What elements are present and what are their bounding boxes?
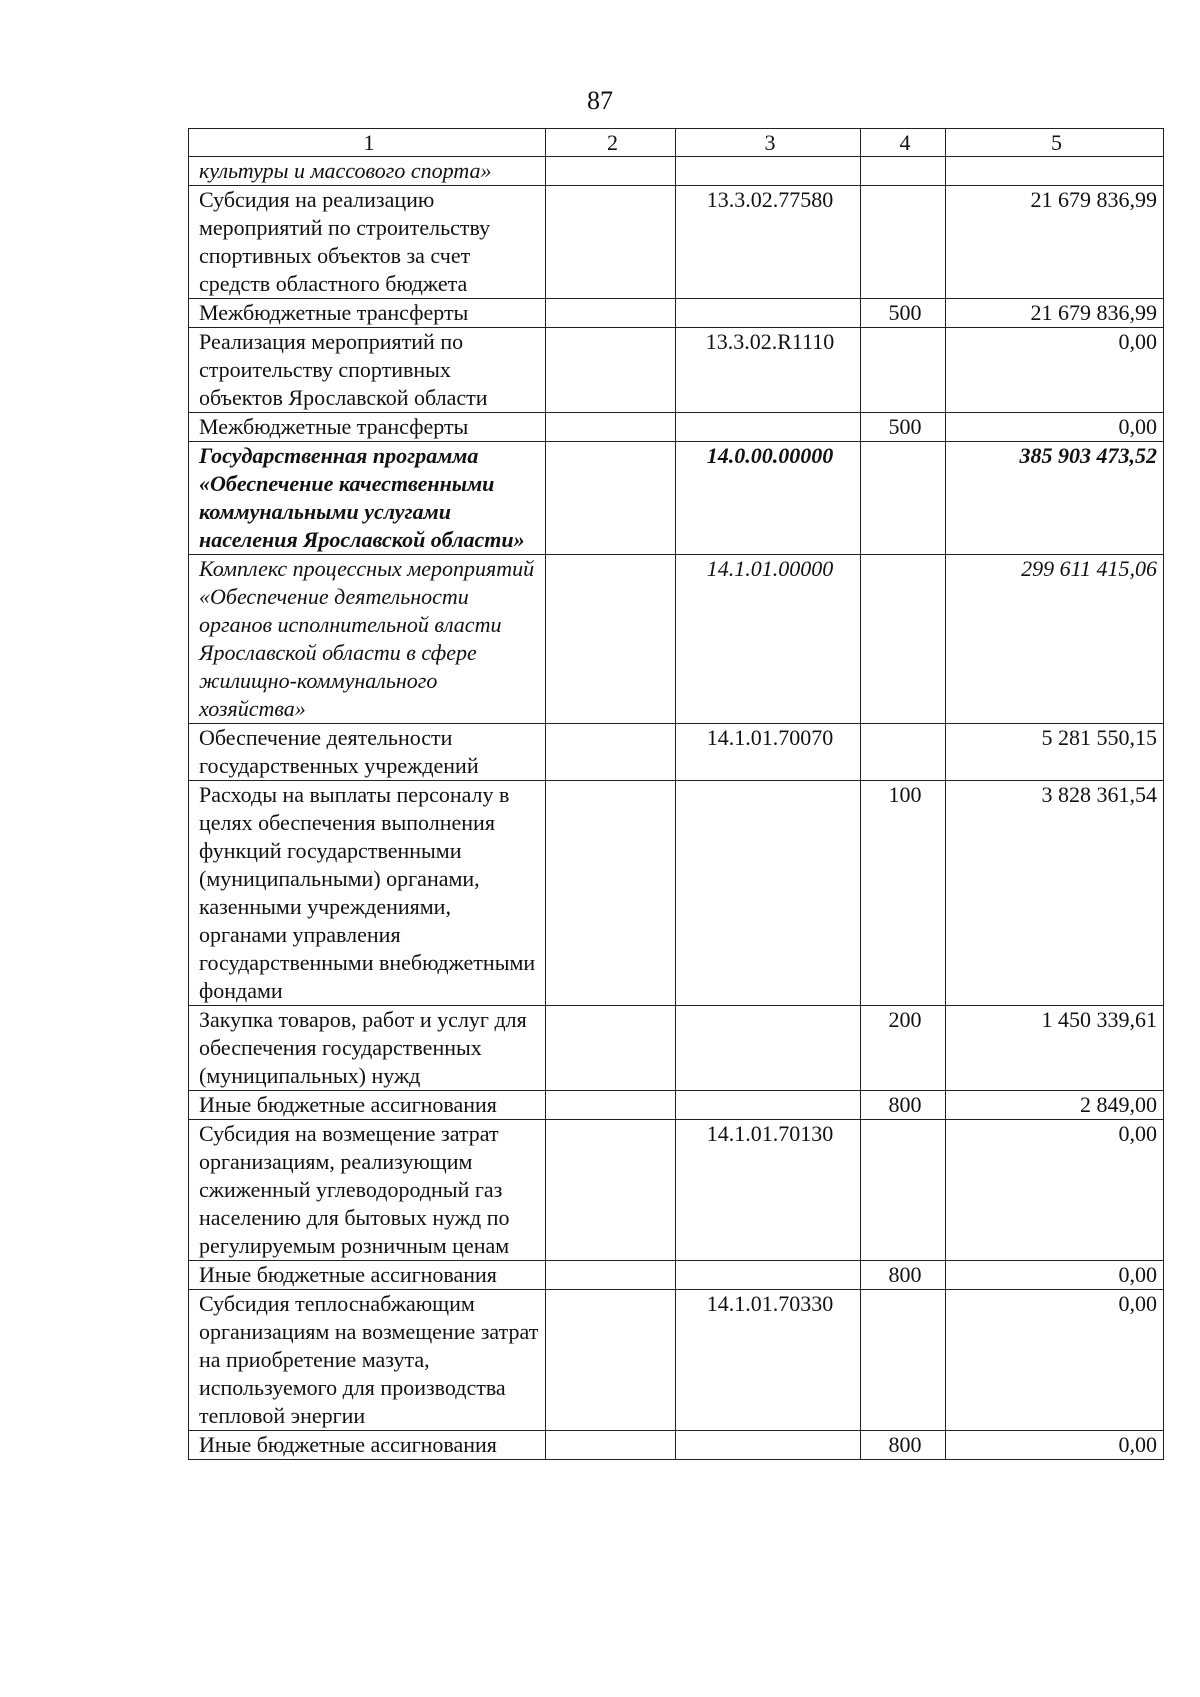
- table-header: [189, 129, 1164, 157]
- column-2-cell: [546, 724, 676, 781]
- table-row: [189, 1290, 1164, 1431]
- target-article-code-cell: [676, 413, 861, 442]
- column-2-cell: [546, 328, 676, 413]
- column-2-cell: [546, 1290, 676, 1431]
- amount-cell: 0,00: [946, 1120, 1164, 1261]
- target-article-code-cell: 14.1.01.70130: [676, 1120, 861, 1261]
- target-article-code-cell: 13.3.02.R1110: [676, 328, 861, 413]
- expense-type-cell: [861, 1120, 946, 1261]
- item-name-cell: Иные бюджетные ассигнования: [189, 1091, 546, 1120]
- table-row: [189, 442, 1164, 555]
- target-article-code-cell: [676, 1431, 861, 1460]
- table-row: [189, 724, 1164, 781]
- amount-cell: 0,00: [946, 1290, 1164, 1431]
- header-col-1: 1: [189, 129, 546, 157]
- column-2-cell: [546, 186, 676, 299]
- expense-type-cell: [861, 186, 946, 299]
- item-name-cell: Закупка товаров, работ и услуг для обеспечения государственных (муниципальных) нужд: [189, 1006, 546, 1091]
- table-row: [189, 555, 1164, 724]
- amount-cell: 5 281 550,15: [946, 724, 1164, 781]
- header-col-5: 5: [946, 129, 1164, 157]
- target-article-code-cell: [676, 781, 861, 1006]
- target-article-code-cell: 13.3.02.77580: [676, 186, 861, 299]
- table-row: [189, 186, 1164, 299]
- column-2-cell: [546, 1431, 676, 1460]
- column-2-cell: [546, 1120, 676, 1261]
- item-name-cell: Иные бюджетные ассигнования: [189, 1431, 546, 1460]
- amount-cell: 299 611 415,06: [946, 555, 1164, 724]
- target-article-code-cell: [676, 1261, 861, 1290]
- column-2-cell: [546, 299, 676, 328]
- expense-type-cell: 800: [861, 1431, 946, 1460]
- header-row: [189, 129, 1164, 157]
- target-article-code-cell: 14.1.01.70330: [676, 1290, 861, 1431]
- column-2-cell: [546, 157, 676, 186]
- table-row: [189, 328, 1164, 413]
- target-article-code-cell: 14.0.00.00000: [676, 442, 861, 555]
- expense-type-cell: 500: [861, 413, 946, 442]
- amount-cell: 21 679 836,99: [946, 299, 1164, 328]
- expense-type-cell: [861, 1290, 946, 1431]
- expense-type-cell: [861, 328, 946, 413]
- table-body: [189, 157, 1164, 1460]
- expense-type-cell: 100: [861, 781, 946, 1006]
- expense-type-cell: [861, 157, 946, 186]
- column-2-cell: [546, 781, 676, 1006]
- expense-type-cell: [861, 555, 946, 724]
- column-2-cell: [546, 1261, 676, 1290]
- target-article-code-cell: [676, 1091, 861, 1120]
- item-name-cell: Межбюджетные трансферты: [189, 413, 546, 442]
- table-row: [189, 781, 1164, 1006]
- table-row: [189, 157, 1164, 186]
- amount-cell: 3 828 361,54: [946, 781, 1164, 1006]
- amount-cell: 0,00: [946, 328, 1164, 413]
- column-2-cell: [546, 413, 676, 442]
- column-2-cell: [546, 1006, 676, 1091]
- amount-cell: 1 450 339,61: [946, 1006, 1164, 1091]
- amount-cell: [946, 157, 1164, 186]
- table-row: [189, 1006, 1164, 1091]
- item-name-cell: Субсидия на возмещение затрат организациям, реализующим сжиженный углеводородный газ населению для бытовых нужд по регулируемым розничным ценам: [189, 1120, 546, 1261]
- item-name-cell: Реализация мероприятий по строительству спортивных объектов Ярославской области: [189, 328, 546, 413]
- budget-table: [188, 128, 1164, 1460]
- item-name-cell: Межбюджетные трансферты: [189, 299, 546, 328]
- expense-type-cell: [861, 724, 946, 781]
- header-col-3: 3: [676, 129, 861, 157]
- item-name-cell: Комплекс процессных мероприятий «Обеспечение деятельности органов исполнительной власти Ярославской области в сфере жилищно-коммунального хозяйства»: [189, 555, 546, 724]
- table-row: [189, 1431, 1164, 1460]
- amount-cell: 21 679 836,99: [946, 186, 1164, 299]
- expense-type-cell: 800: [861, 1091, 946, 1120]
- amount-cell: 385 903 473,52: [946, 442, 1164, 555]
- amount-cell: 0,00: [946, 1261, 1164, 1290]
- item-name-cell: Субсидия теплоснабжающим организациям на возмещение затрат на приобретение мазута, используемого для производства тепловой энергии: [189, 1290, 546, 1431]
- target-article-code-cell: [676, 157, 861, 186]
- amount-cell: 2 849,00: [946, 1091, 1164, 1120]
- expense-type-cell: 200: [861, 1006, 946, 1091]
- table-row: [189, 1261, 1164, 1290]
- header-col-4: 4: [861, 129, 946, 157]
- expense-type-cell: [861, 442, 946, 555]
- header-col-2: 2: [546, 129, 676, 157]
- item-name-cell: Иные бюджетные ассигнования: [189, 1261, 546, 1290]
- amount-cell: 0,00: [946, 413, 1164, 442]
- table-row: [189, 299, 1164, 328]
- item-name-cell: Обеспечение деятельности государственных учреждений: [189, 724, 546, 781]
- item-name-cell: Расходы на выплаты персоналу в целях обеспечения выполнения функций государственными (муниципальными) органами, казенными учреждениями, органами управления государственными внебюджетными фондами: [189, 781, 546, 1006]
- target-article-code-cell: [676, 1006, 861, 1091]
- item-name-cell: культуры и массового спорта»: [189, 157, 546, 186]
- column-2-cell: [546, 1091, 676, 1120]
- expense-type-cell: 800: [861, 1261, 946, 1290]
- target-article-code-cell: 14.1.01.00000: [676, 555, 861, 724]
- item-name-cell: Субсидия на реализацию мероприятий по строительству спортивных объектов за счет средств областного бюджета: [189, 186, 546, 299]
- page-number: 87: [587, 86, 613, 115]
- table-row: [189, 1120, 1164, 1261]
- column-2-cell: [546, 442, 676, 555]
- table-row: [189, 1091, 1164, 1120]
- target-article-code-cell: [676, 299, 861, 328]
- amount-cell: 0,00: [946, 1431, 1164, 1460]
- table-row: [189, 413, 1164, 442]
- column-2-cell: [546, 555, 676, 724]
- expense-type-cell: 500: [861, 299, 946, 328]
- target-article-code-cell: 14.1.01.70070: [676, 724, 861, 781]
- item-name-cell: Государственная программа «Обеспечение качественными коммунальными услугами населения Ярославской области»: [189, 442, 546, 555]
